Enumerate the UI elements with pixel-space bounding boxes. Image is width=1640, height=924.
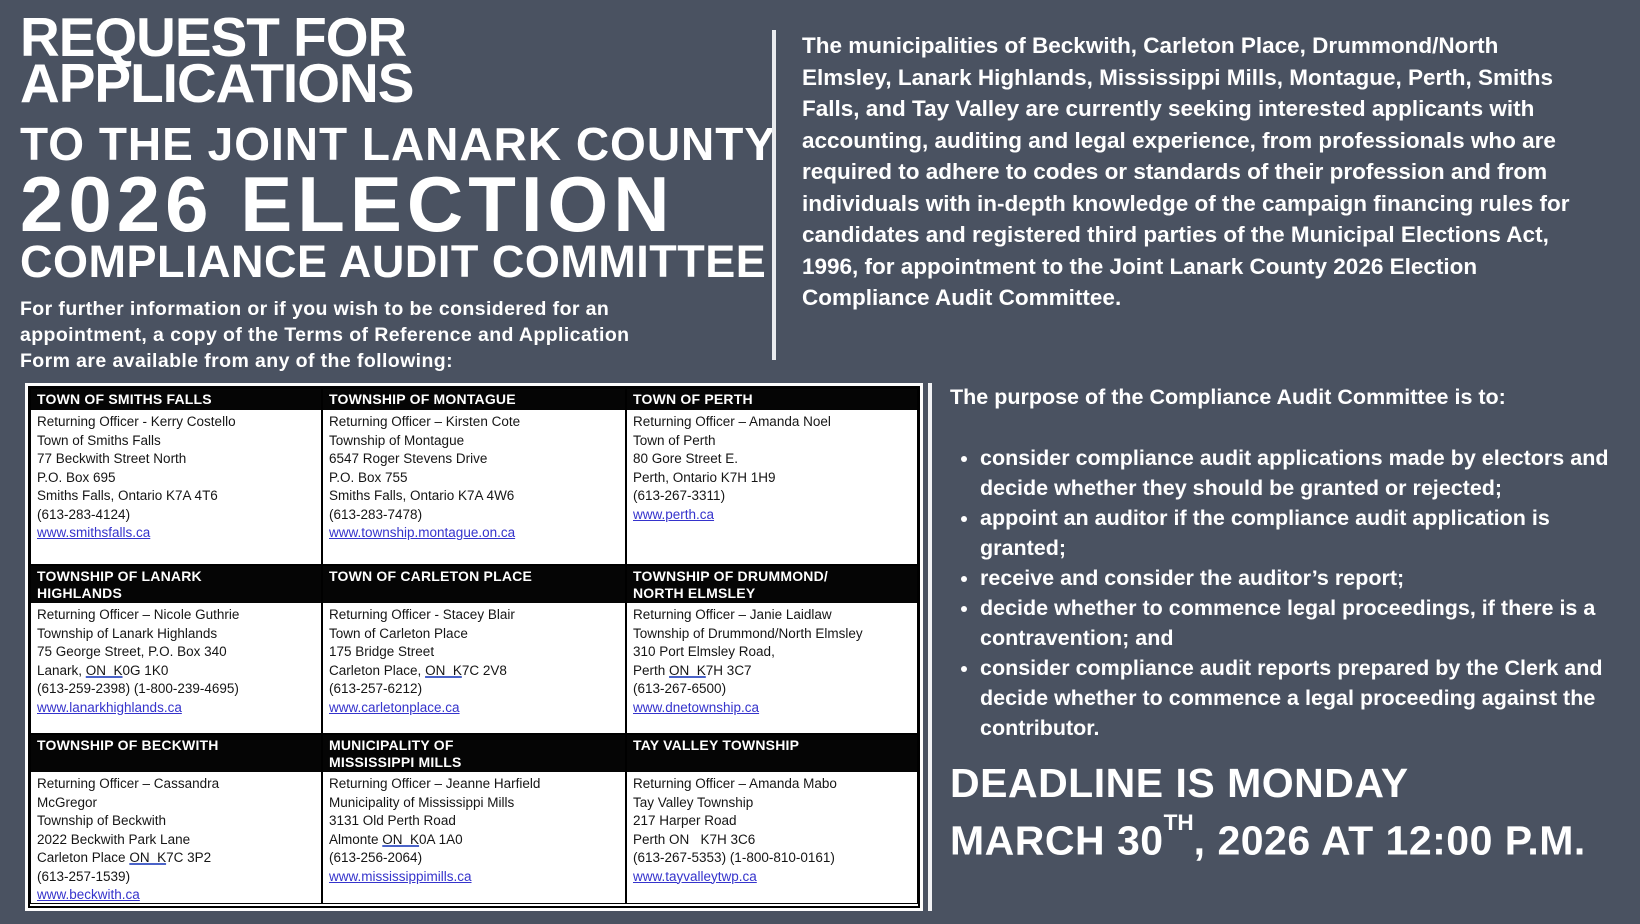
deadline-superscript: TH bbox=[1163, 809, 1194, 835]
contact-line: Returning Officer – Amanda Mabo bbox=[633, 776, 837, 791]
contact-line: (613-267-5353) (1-800-810-0161) bbox=[633, 850, 835, 865]
headline-committee-title: COMPLIANCE AUDIT COMMITTEE bbox=[20, 236, 767, 287]
contact-cell bbox=[30, 388, 322, 565]
website-link[interactable]: www.beckwith.ca bbox=[37, 887, 140, 902]
intro-paragraph: The municipalities of Beckwith, Carleton Place, Drummond/North Elmsley, Lanark Highlands, Mississippi Mills, Montague, Perth, Smiths Falls, and Tay Valley are currently seeking interested applicants with accounting, auditing and legal experience, from professionals who are required to adhere to codes or standards of their profession and from individuals with in-depth knowledge of the campaign financing rules for candidates and registered third parties of the Municipal Elections Act, 1996, for appointment to the Joint Lanark County 2026 Election Compliance Audit Committee. bbox=[772, 30, 1572, 360]
contact-line: Returning Officer - Stacey Blair bbox=[329, 607, 515, 622]
municipality-header: TOWNSHIP OF LANARK HIGHLANDS bbox=[31, 566, 321, 603]
contact-line: P.O. Box 755 bbox=[329, 469, 408, 485]
contact-details bbox=[627, 772, 917, 889]
contact-cell bbox=[626, 565, 918, 734]
contact-line: Returning Officer - Kerry Costello bbox=[37, 414, 236, 429]
website-link[interactable]: www.township.montague.on.ca bbox=[329, 525, 516, 540]
headline-block bbox=[20, 6, 777, 374]
contact-line: (613-256-2064) bbox=[329, 850, 423, 865]
contact-line: 175 Bridge Street bbox=[329, 644, 435, 659]
contact-line: (613-267-6500) bbox=[633, 681, 727, 696]
contact-line: (613-257-6212) bbox=[329, 681, 423, 696]
contact-cell bbox=[30, 565, 322, 734]
purpose-section bbox=[950, 383, 1638, 866]
contact-line: Returning Officer – Cassandra bbox=[37, 776, 220, 791]
contact-line: (613-257-1539) bbox=[37, 868, 131, 884]
contact-line: Township of Montague bbox=[329, 432, 465, 448]
contact-line: Smiths Falls, Ontario K7A 4W6 bbox=[329, 488, 515, 503]
headline-subtitle: TO THE JOINT LANARK COUNTY bbox=[20, 118, 777, 170]
contact-line: Town of Carleton Place bbox=[329, 625, 468, 641]
municipality-header: TOWN OF PERTH bbox=[627, 389, 917, 410]
municipality-header: TOWNSHIP OF MONTAGUE bbox=[323, 389, 625, 410]
contact-line: Tay Valley Township bbox=[633, 794, 754, 810]
website-link[interactable]: www.carletonplace.ca bbox=[329, 699, 460, 715]
contact-line: Municipality of Mississippi Mills bbox=[329, 794, 515, 810]
purpose-heading: The purpose of the Compliance Audit Committee is to: bbox=[950, 385, 1506, 409]
contact-details bbox=[323, 772, 625, 889]
contact-line: Returning Officer – Kirsten Cote bbox=[329, 414, 521, 429]
municipality-header: TOWNSHIP OF DRUMMOND/ NORTH ELMSLEY bbox=[627, 566, 917, 603]
contact-line: Returning Officer – Jeanne Harfield bbox=[329, 776, 541, 791]
contact-line: Perth ON K7H 3C7 bbox=[633, 662, 752, 678]
contact-line: (613-283-7478) bbox=[329, 506, 423, 522]
contact-details bbox=[627, 410, 917, 527]
info-paragraph: For further information or if you wish to be considered for an appointment, a copy of the Terms of Reference and Application Form are available from any of the following: bbox=[20, 298, 630, 372]
contact-cell bbox=[626, 388, 918, 565]
contact-line: Perth ON K7H 3C6 bbox=[633, 831, 756, 847]
contact-cell bbox=[626, 734, 918, 904]
headline-year-title: 2026 ELECTION bbox=[20, 160, 675, 248]
headline-line-2: APPLICATIONS bbox=[20, 52, 414, 114]
contact-line: 217 Harper Road bbox=[633, 813, 737, 828]
website-link[interactable]: www.lanarkhighlands.ca bbox=[37, 699, 182, 715]
municipality-header: MUNICIPALITY OF MISSISSIPPI MILLS bbox=[323, 735, 625, 772]
contact-details bbox=[323, 410, 625, 546]
contact-line: Returning Officer – Nicole Guthrie bbox=[37, 607, 240, 622]
contact-line: P.O. Box 695 bbox=[37, 469, 116, 485]
headline-line-1: REQUEST FOR bbox=[20, 6, 407, 68]
contact-line: (613-267-3311) bbox=[633, 488, 726, 503]
municipality-header: TOWN OF SMITHS FALLS bbox=[31, 389, 321, 410]
contact-line: Lanark, ON K0G 1K0 bbox=[37, 662, 169, 678]
contact-details bbox=[323, 603, 625, 720]
contacts-table bbox=[28, 386, 920, 908]
contact-line: Returning Officer – Janie Laidlaw bbox=[633, 607, 832, 622]
municipality-header: TOWNSHIP OF BECKWITH bbox=[31, 735, 321, 772]
contact-line: 6547 Roger Stevens Drive bbox=[329, 451, 488, 466]
contact-line: Returning Officer – Amanda Noel bbox=[633, 414, 831, 429]
purpose-bullets bbox=[950, 443, 1638, 743]
contacts-table-wrapper bbox=[25, 383, 923, 911]
municipality-header: TOWN OF CARLETON PLACE bbox=[323, 566, 625, 603]
contact-line: Township of Lanark Highlands bbox=[37, 625, 218, 641]
purpose-bullet: • appoint an auditor if the compliance audit application is granted; bbox=[980, 503, 1638, 563]
website-link[interactable]: www.mississippimills.ca bbox=[329, 868, 472, 884]
purpose-bullet: • receive and consider the auditor’s report; bbox=[980, 563, 1638, 593]
contact-line: 2022 Beckwith Park Lane bbox=[37, 831, 191, 847]
website-link[interactable]: www.tayvalleytwp.ca bbox=[633, 868, 757, 884]
contact-cell bbox=[322, 565, 626, 734]
contact-cell bbox=[322, 388, 626, 565]
contact-details bbox=[31, 772, 321, 904]
contact-details bbox=[31, 410, 321, 546]
contact-line: McGregor bbox=[37, 794, 98, 810]
contact-line: Perth, Ontario K7H 1H9 bbox=[633, 469, 776, 485]
contact-line: 80 Gore Street E. bbox=[633, 451, 739, 466]
contact-line: (613-259-2398) (1-800-239-4695) bbox=[37, 681, 239, 696]
purpose-bullet: • consider compliance audit applications made by electors and decide whether they should be granted or rejected; bbox=[980, 443, 1638, 503]
municipality-header: TAY VALLEY TOWNSHIP bbox=[627, 735, 917, 772]
contact-line: Town of Perth bbox=[633, 432, 716, 448]
contact-line: Carleton Place, ON K7C 2V8 bbox=[329, 662, 507, 678]
website-link[interactable]: www.perth.ca bbox=[633, 506, 715, 522]
contact-line: Almonte ON K0A 1A0 bbox=[329, 831, 463, 847]
purpose-bullet: • decide whether to commence legal proceedings, if there is a contravention; and bbox=[980, 593, 1638, 653]
deadline-heading bbox=[950, 759, 1638, 866]
contact-line: 310 Port Elmsley Road, bbox=[633, 644, 775, 659]
deadline-line-2: MARCH 30TH, 2026 AT 12:00 P.M. bbox=[950, 809, 1586, 864]
contact-line: 3131 Old Perth Road bbox=[329, 813, 456, 828]
contact-line: Smiths Falls, Ontario K7A 4T6 bbox=[37, 488, 218, 503]
contact-line: (613-283-4124) bbox=[37, 506, 131, 522]
contact-line: Township of Beckwith bbox=[37, 813, 167, 828]
website-link[interactable]: www.dnetownship.ca bbox=[633, 699, 760, 715]
contact-line: 77 Beckwith Street North bbox=[37, 451, 187, 466]
contact-cell bbox=[30, 734, 322, 904]
contact-line: Township of Drummond/North Elmsley bbox=[633, 625, 863, 641]
contact-details bbox=[627, 603, 917, 720]
deadline-line-1: DEADLINE IS MONDAY bbox=[950, 760, 1409, 806]
vertical-divider bbox=[928, 383, 932, 911]
purpose-bullet: • consider compliance audit reports prepared by the Clerk and decide whether to commence a legal proceeding against the contributor. bbox=[980, 653, 1638, 743]
contact-line: 75 George Street, P.O. Box 340 bbox=[37, 644, 227, 659]
contact-details bbox=[31, 603, 321, 720]
contact-line: Carleton Place ON K7C 3P2 bbox=[37, 850, 212, 865]
website-link[interactable]: www.smithsfalls.ca bbox=[37, 525, 151, 540]
contact-cell bbox=[322, 734, 626, 904]
contact-line: Town of Smiths Falls bbox=[37, 432, 161, 448]
